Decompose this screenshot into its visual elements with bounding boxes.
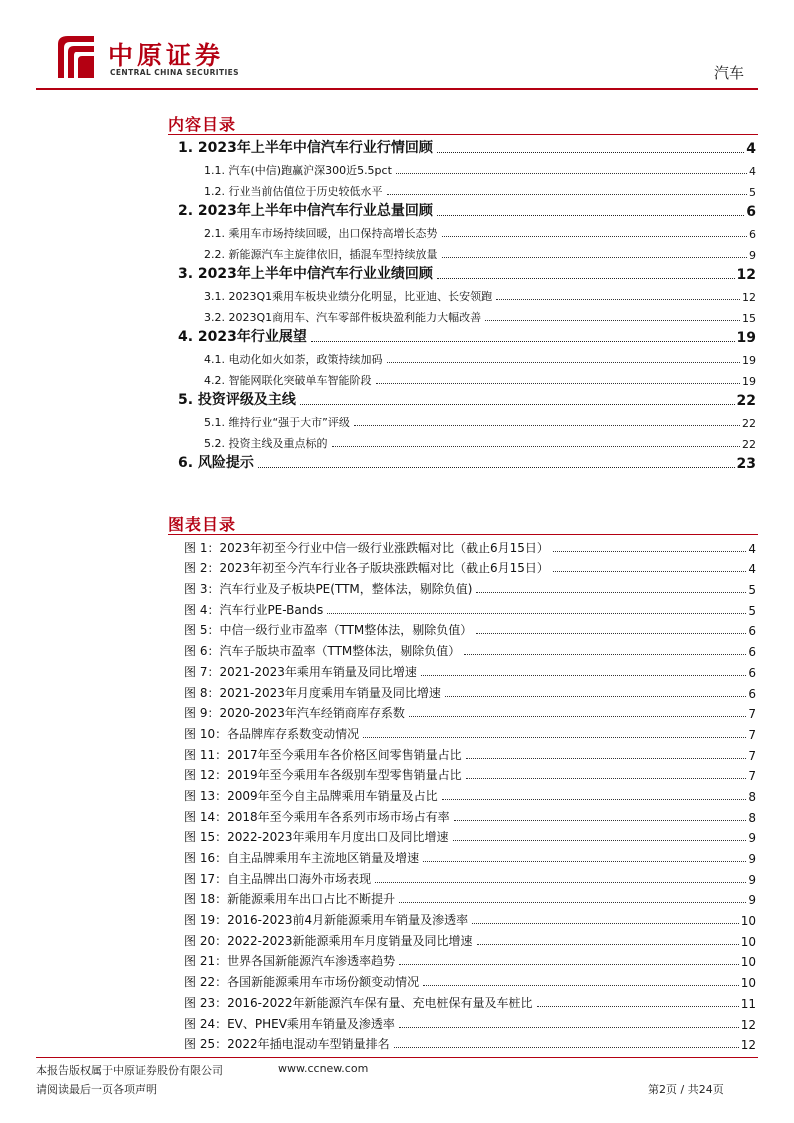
toc-entry-page: 22	[736, 393, 756, 409]
dot-leader	[354, 425, 740, 426]
dot-leader	[437, 215, 744, 216]
footer-disclaimer: 请阅读最后一页各项声明	[36, 1083, 157, 1096]
toc-entry-text: 3.2. 2023Q1商用车、汽车零部件板块盈利能力大幅改善	[204, 311, 482, 324]
dot-leader	[466, 758, 747, 759]
toc-entry-page: 15	[742, 312, 756, 325]
figure-entry[interactable]	[184, 742, 756, 763]
toc-entry-text: 5. 投资评级及主线	[178, 392, 296, 408]
toc-entry-page: 6	[749, 228, 756, 241]
toc-entry-page: 19	[742, 375, 756, 388]
dot-leader	[445, 696, 747, 697]
dot-leader	[477, 944, 739, 945]
figure-entry-page: 10	[740, 914, 756, 929]
figure-entry-page: 7	[748, 748, 756, 763]
figure-entry[interactable]	[184, 783, 756, 804]
figure-entry-page: 6	[748, 624, 756, 639]
toc-entry-page: 12	[742, 291, 756, 304]
dot-leader	[464, 654, 746, 655]
footer-website[interactable]: www.ccnew.com	[278, 1062, 369, 1075]
figure-entry-page: 9	[748, 872, 756, 887]
figure-entry-page: 11	[740, 996, 756, 1011]
figure-entry-text: 图 1：2023年初至今行业中信一级行业涨跌幅对比（截止6月15日）	[184, 540, 549, 555]
toc-entry-text: 2.1. 乘用车市场持续回暖，出口保持高增长态势	[204, 227, 438, 240]
toc-entry[interactable]	[178, 220, 756, 241]
figure-entry-text: 图 9：2020-2023年汽车经销商库存系数	[184, 706, 405, 721]
dot-leader	[421, 675, 747, 676]
dot-leader	[394, 1047, 739, 1048]
dot-leader	[327, 613, 746, 614]
figure-entry-page: 9	[748, 831, 756, 846]
figure-entry-page: 8	[748, 810, 756, 825]
figure-entry-text: 图 21：世界各国新能源汽车渗透率趋势	[184, 954, 396, 969]
company-logo-text: 中原证券	[108, 41, 225, 70]
dot-leader	[454, 820, 747, 821]
dot-leader	[399, 902, 746, 903]
table-of-contents	[178, 136, 756, 472]
toc-entry-text: 1.1. 汽车(中信)跑赢沪深300近5.5pct	[204, 164, 392, 177]
figure-entry[interactable]	[184, 659, 756, 680]
figure-entry-text: 图 16：自主品牌乘用车主流地区销量及增速	[184, 851, 420, 865]
toc-entry-text: 2. 2023年上半年中信汽车行业总量回顾	[178, 203, 433, 219]
figure-entry[interactable]	[184, 556, 756, 577]
figure-entry[interactable]	[184, 804, 756, 825]
figure-entry-page: 9	[748, 852, 756, 866]
dot-leader	[375, 882, 746, 883]
toc-entry[interactable]	[178, 346, 756, 367]
dot-leader	[409, 716, 747, 717]
figure-entry-text: 图 6：汽车子版块市盈率（TTM整体法，剔除负值）	[184, 644, 461, 659]
figure-entry-page: 6	[748, 645, 756, 660]
figure-entry-text: 图 2：2023年初至今汽车行业各子版块涨跌幅对比（截止6月15日）	[184, 561, 549, 576]
toc-entry-page: 22	[742, 438, 756, 451]
company-logo-english: CENTRAL CHINA SECURITIES	[110, 68, 239, 77]
figure-entry-page: 6	[748, 665, 756, 680]
toc-entry-text: 3. 2023年上半年中信汽车行业业绩回顾	[178, 266, 433, 282]
toc-entry-page: 6	[746, 204, 756, 220]
dot-leader	[472, 923, 739, 924]
figure-entry-page: 5	[748, 603, 756, 618]
toc-entry-page: 9	[749, 249, 756, 262]
figure-entry[interactable]	[184, 845, 756, 866]
dot-leader	[311, 341, 735, 342]
toc-entry-text: 4.2. 智能网联化突破单车智能阶段	[204, 374, 372, 387]
figure-entry-text: 图 8：2021-2023年月度乘用车销量及同比增速	[184, 685, 441, 700]
dot-leader	[423, 861, 746, 862]
footer-copyright: 本报告版权属于中原证券股份有限公司	[36, 1064, 223, 1077]
dot-leader	[399, 1027, 739, 1028]
dot-leader	[553, 571, 746, 572]
toc-entry[interactable]	[178, 409, 756, 430]
dot-leader	[476, 592, 746, 593]
figure-entry[interactable]	[184, 866, 756, 887]
figure-entry-text: 图 25：2022年插电混动车型销量排名	[184, 1037, 390, 1052]
dot-leader	[332, 446, 741, 447]
figure-entry[interactable]	[184, 535, 756, 556]
dot-leader	[442, 236, 748, 237]
page-header	[36, 28, 758, 88]
toc-entry[interactable]	[178, 430, 756, 451]
figure-entry-text: 图 18：新能源乘用车出口占比不断提升	[184, 892, 396, 907]
dot-leader	[476, 633, 746, 634]
figure-entry[interactable]	[184, 763, 756, 784]
figure-entry[interactable]	[184, 949, 756, 970]
toc-entry-text: 2.2. 新能源汽车主旋律依旧，插混车型持续放量	[204, 248, 438, 261]
toc-entry-page: 23	[736, 456, 756, 472]
figure-entry[interactable]	[184, 825, 756, 846]
figure-entry-text: 图 13：2009年至今自主品牌乘用车销量及占比	[184, 788, 438, 803]
company-logo-icon	[54, 34, 98, 80]
dot-leader	[363, 737, 746, 738]
figure-entry-page: 10	[740, 934, 756, 949]
figure-entry-page: 7	[748, 707, 756, 722]
figure-entry-text: 图 4：汽车行业PE-Bands	[184, 602, 324, 617]
figure-entry-text: 图 14：2018年至今乘用车各系列市场市场占有率	[184, 809, 450, 824]
dot-leader	[466, 778, 747, 779]
toc-entry-page: 12	[736, 267, 756, 283]
figure-entry[interactable]	[184, 701, 756, 722]
toc-entry-page: 5	[749, 186, 756, 199]
figure-entry-page: 12	[740, 1017, 756, 1032]
figure-entry-text: 图 3：汽车行业及子板块PE(TTM，整体法，剔除负值)	[184, 582, 473, 597]
toc-entry[interactable]	[178, 199, 756, 220]
toc-entry-page: 19	[742, 354, 756, 367]
dot-leader	[396, 173, 747, 174]
toc-entry-text: 3.1. 2023Q1乘用车板块业绩分化明显，比亚迪、长安领跑	[204, 290, 493, 303]
figure-entry[interactable]	[184, 887, 756, 908]
figure-entry-page: 4	[748, 541, 756, 556]
figure-entry-page: 10	[740, 955, 756, 970]
figure-entry[interactable]	[184, 638, 756, 659]
toc-entry[interactable]	[178, 451, 756, 472]
toc-entry-text: 1.2. 行业当前估值位于历史较低水平	[204, 185, 383, 198]
dot-leader	[485, 320, 740, 321]
figure-entry-page: 4	[748, 562, 756, 577]
figure-entry-text: 图 24：EV、PHEV乘用车销量及渗透率	[184, 1016, 395, 1031]
dot-leader	[453, 840, 747, 841]
dot-leader	[300, 404, 735, 405]
toc-entry-text: 5.1. 维持行业“强于大市”评级	[204, 416, 350, 429]
figure-entry-page: 10	[740, 976, 756, 991]
toc-entry-page: 4	[746, 141, 756, 157]
toc-entry[interactable]	[178, 283, 756, 304]
toc-entry[interactable]	[178, 304, 756, 325]
figure-entry[interactable]	[184, 597, 756, 618]
toc-entry[interactable]	[178, 262, 756, 283]
figures-title: 图表目录	[168, 515, 237, 534]
dot-leader	[537, 1006, 739, 1007]
figure-entry-text: 图 5：中信一级行业市盈率（TTM整体法，剔除负值）	[184, 623, 473, 638]
figure-entry[interactable]	[184, 680, 756, 701]
figure-entry-page: 7	[748, 727, 756, 742]
dot-leader	[423, 985, 739, 986]
figure-entry[interactable]	[184, 576, 756, 597]
toc-entry[interactable]	[178, 178, 756, 199]
dot-leader	[496, 299, 740, 300]
figure-entry-page: 12	[740, 1038, 756, 1053]
figure-entry[interactable]	[184, 907, 756, 928]
figure-entry-text: 图 23：2016-2022年新能源汽车保有量、充电桩保有量及车桩比	[184, 995, 533, 1010]
figure-entry-page: 9	[748, 893, 756, 908]
toc-entry-text: 4. 2023年行业展望	[178, 329, 307, 345]
dot-leader	[387, 362, 741, 363]
dot-leader	[399, 964, 739, 965]
figure-entry-text: 图 12：2019年至今乘用车各级别车型零售销量占比	[184, 768, 462, 783]
figure-entry[interactable]	[184, 969, 756, 990]
figure-entry-text: 图 10：各品牌库存系数变动情况	[184, 726, 360, 741]
figure-entry-text: 图 22：各国新能源乘用车市场份额变动情况	[184, 975, 420, 990]
figure-entry[interactable]	[184, 990, 756, 1011]
dot-leader	[437, 152, 744, 153]
dot-leader	[437, 278, 735, 279]
toc-entry-text: 5.2. 投资主线及重点标的	[204, 437, 328, 450]
figure-entry[interactable]	[184, 721, 756, 742]
toc-entry[interactable]	[178, 367, 756, 388]
footer-divider	[36, 1057, 758, 1058]
dot-leader	[387, 194, 748, 195]
toc-entry[interactable]	[178, 325, 756, 346]
footer-page-info: 第2页 / 共24页	[648, 1083, 724, 1096]
figure-entry-page: 6	[748, 686, 756, 701]
figure-entry-page: 5	[748, 583, 756, 598]
toc-title: 内容目录	[168, 115, 237, 134]
figure-entry-text: 图 15：2022-2023年乘用车月度出口及同比增速	[184, 830, 449, 845]
sector-label: 汽车	[713, 64, 744, 82]
figure-list	[184, 535, 756, 1052]
toc-entry-text: 1. 2023年上半年中信汽车行业行情回顾	[178, 140, 433, 156]
dot-leader	[553, 551, 746, 552]
toc-entry[interactable]	[178, 157, 756, 178]
header-divider	[36, 88, 758, 90]
figure-entry-page: 8	[748, 789, 756, 804]
toc-entry[interactable]	[178, 136, 756, 157]
figure-entry-text: 图 20：2022-2023新能源乘用车月度销量及同比增速	[184, 933, 473, 948]
dot-leader	[258, 467, 735, 468]
toc-entry-page: 22	[742, 417, 756, 430]
figure-entry-page: 7	[748, 769, 756, 784]
toc-entry-text: 6. 风险提示	[178, 455, 254, 471]
toc-title-rule	[168, 134, 758, 135]
figure-entry[interactable]	[184, 1011, 756, 1032]
figure-entry-text: 图 7：2021-2023年乘用车销量及同比增速	[184, 664, 417, 679]
dot-leader	[442, 257, 748, 258]
toc-entry-page: 4	[749, 165, 756, 178]
figure-entry-text: 图 17：自主品牌出口海外市场表现	[184, 871, 372, 886]
toc-entry-text: 4.1. 电动化如火如荼，政策持续加码	[204, 353, 383, 366]
toc-entry[interactable]	[178, 241, 756, 262]
figure-entry[interactable]	[184, 1032, 756, 1053]
figure-entry-text: 图 19：2016-2023前4月新能源乘用车销量及渗透率	[184, 913, 469, 928]
figure-entry-text: 图 11：2017年至今乘用车各价格区间零售销量占比	[184, 747, 462, 762]
dot-leader	[376, 383, 741, 384]
figure-entry[interactable]	[184, 618, 756, 639]
figure-entry[interactable]	[184, 928, 756, 949]
toc-entry[interactable]	[178, 388, 756, 409]
toc-entry-page: 19	[736, 330, 756, 346]
dot-leader	[442, 799, 747, 800]
